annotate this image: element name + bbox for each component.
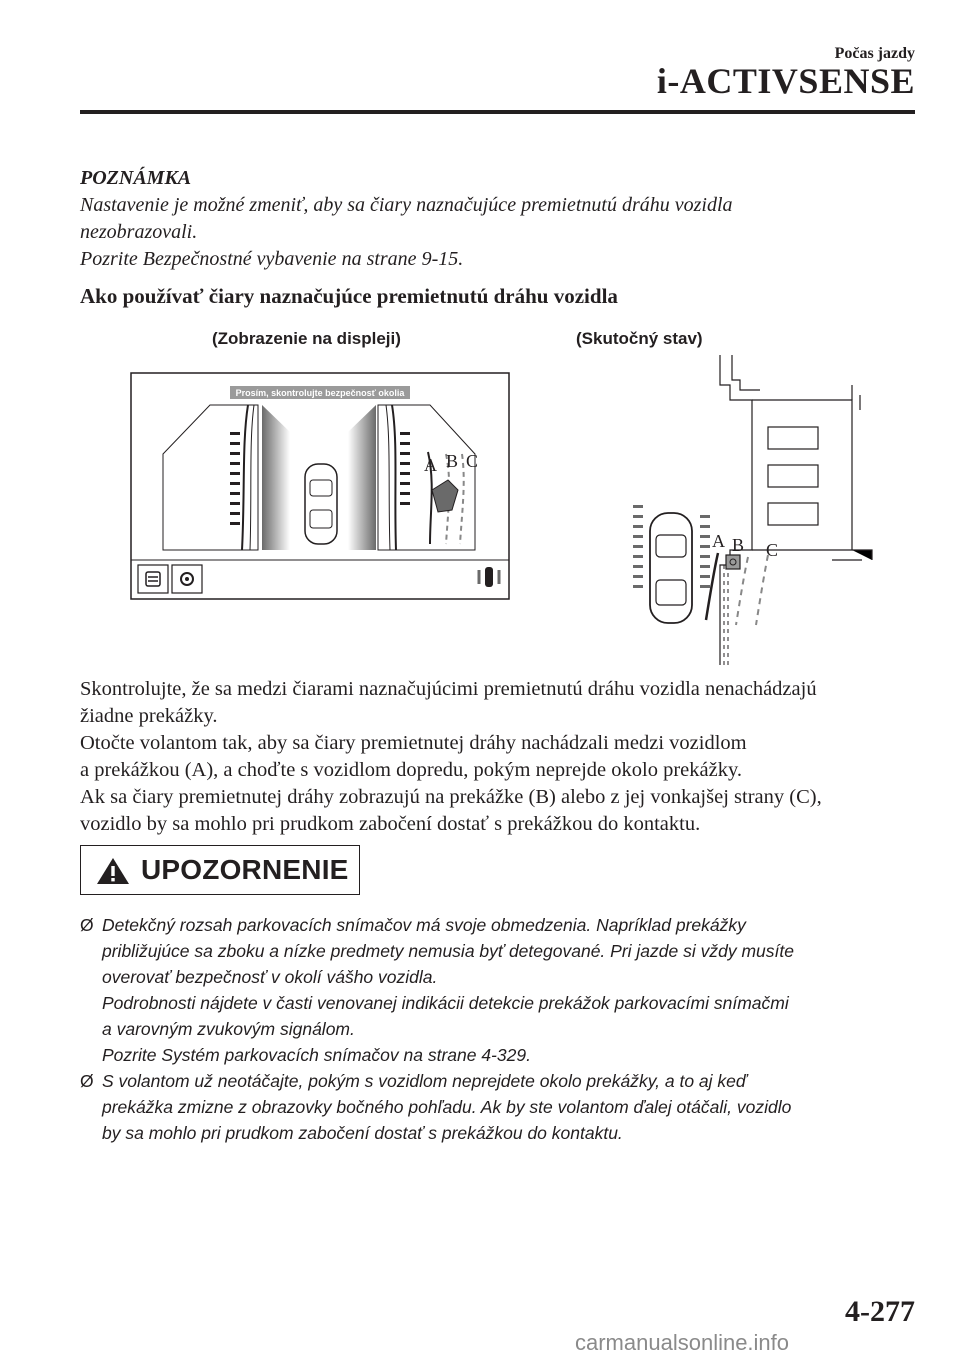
note-title: POZNÁMKA bbox=[80, 167, 192, 189]
list-item: Ø S volantom už neotáčajte, pokým s vozidlom neprejdete okolo prekážky, a to aj keď prekážka zmizne z obrazovky bočného pohľadu. Ak by ste volantom ďalej otáčali, vozidlo by sa mohlo pri prudkom zabočení dostať s prekážkou do kontaktu. bbox=[80, 1068, 920, 1146]
label-b-actual: B bbox=[732, 535, 745, 555]
body-paragraphs bbox=[80, 676, 920, 838]
note-block bbox=[80, 165, 900, 273]
header-divider bbox=[80, 110, 915, 114]
note-line: Nastavenie je možné zmeniť, aby sa čiary naznačujúce premietnutú dráhu vozidla bbox=[80, 194, 733, 216]
note-line: nezobrazovali. bbox=[80, 221, 198, 243]
figure-label-display: (Zobrazenie na displeji) bbox=[212, 329, 401, 348]
screen-banner-text: Prosím, skontrolujte bezpečnosť okolia bbox=[235, 388, 405, 398]
watermark: carmanualsonline.info bbox=[575, 1330, 790, 1355]
caution-list bbox=[80, 912, 920, 1146]
section-heading: Ako používať čiary naznačujúce premietnutú dráhu vozidla bbox=[80, 284, 618, 308]
actual-situation-illustration bbox=[600, 355, 880, 665]
figure-label-actual: (Skutočný stav) bbox=[576, 329, 703, 348]
caution-label: UPOZORNENIE bbox=[141, 854, 349, 885]
label-a-actual: A bbox=[712, 531, 725, 551]
label-a-display: A bbox=[424, 455, 437, 475]
warning-triangle-icon bbox=[95, 856, 131, 886]
body-line: Ak sa čiary premietnutej dráhy zobrazujú na prekážke (B) alebo z jej vonkajšej strany (C), bbox=[80, 786, 822, 808]
caution-header bbox=[80, 845, 360, 895]
body-line: Skontrolujte, že sa medzi čiarami naznačujúcimi premietnutú dráhu vozidla nenachádzajú bbox=[80, 678, 817, 700]
label-b-display: B bbox=[446, 451, 459, 471]
bullet-arrow-icon: Ø bbox=[80, 915, 94, 935]
body-line: vozidlo by sa mohlo pri prudkom zabočení dostať s prekážkou do kontaktu. bbox=[80, 813, 701, 835]
list-item: Ø Detekčný rozsah parkovacích snímačov má svoje obmedzenia. Napríklad prekážky približujúce sa zboku a nízke predmety nemusia byť detegované. Pri jazde si vždy musíte overovať bezpečnosť v okolí vášho vozidla. Podrobnosti nájdete v časti venovanej indikácii detekcie prekážok parkovacími snímačmi a varovným zvukovým signálom. Pozrite Systém parkovacích snímačov na strane 4-329. bbox=[80, 912, 920, 1068]
chapter-title: i-ACTIVSENSE bbox=[656, 61, 915, 101]
section-title: Počas jazdy bbox=[834, 45, 915, 62]
page-number: 4-277 bbox=[845, 1295, 915, 1328]
note-line: Pozrite Bezpečnostné vybavenie na strane 9-15. bbox=[80, 248, 464, 270]
display-screen-illustration bbox=[130, 372, 510, 600]
label-c-display: C bbox=[466, 451, 479, 471]
body-line: Otočte volantom tak, aby sa čiary premietnutej dráhy nachádzali medzi vozidlom bbox=[80, 732, 747, 754]
body-line: žiadne prekážky. bbox=[80, 705, 218, 727]
label-c-actual: C bbox=[766, 540, 779, 560]
bullet-arrow-icon: Ø bbox=[80, 1071, 94, 1091]
body-line: a prekážkou (A), a choďte s vozidlom dopredu, pokým neprejde okolo prekážky. bbox=[80, 759, 743, 781]
